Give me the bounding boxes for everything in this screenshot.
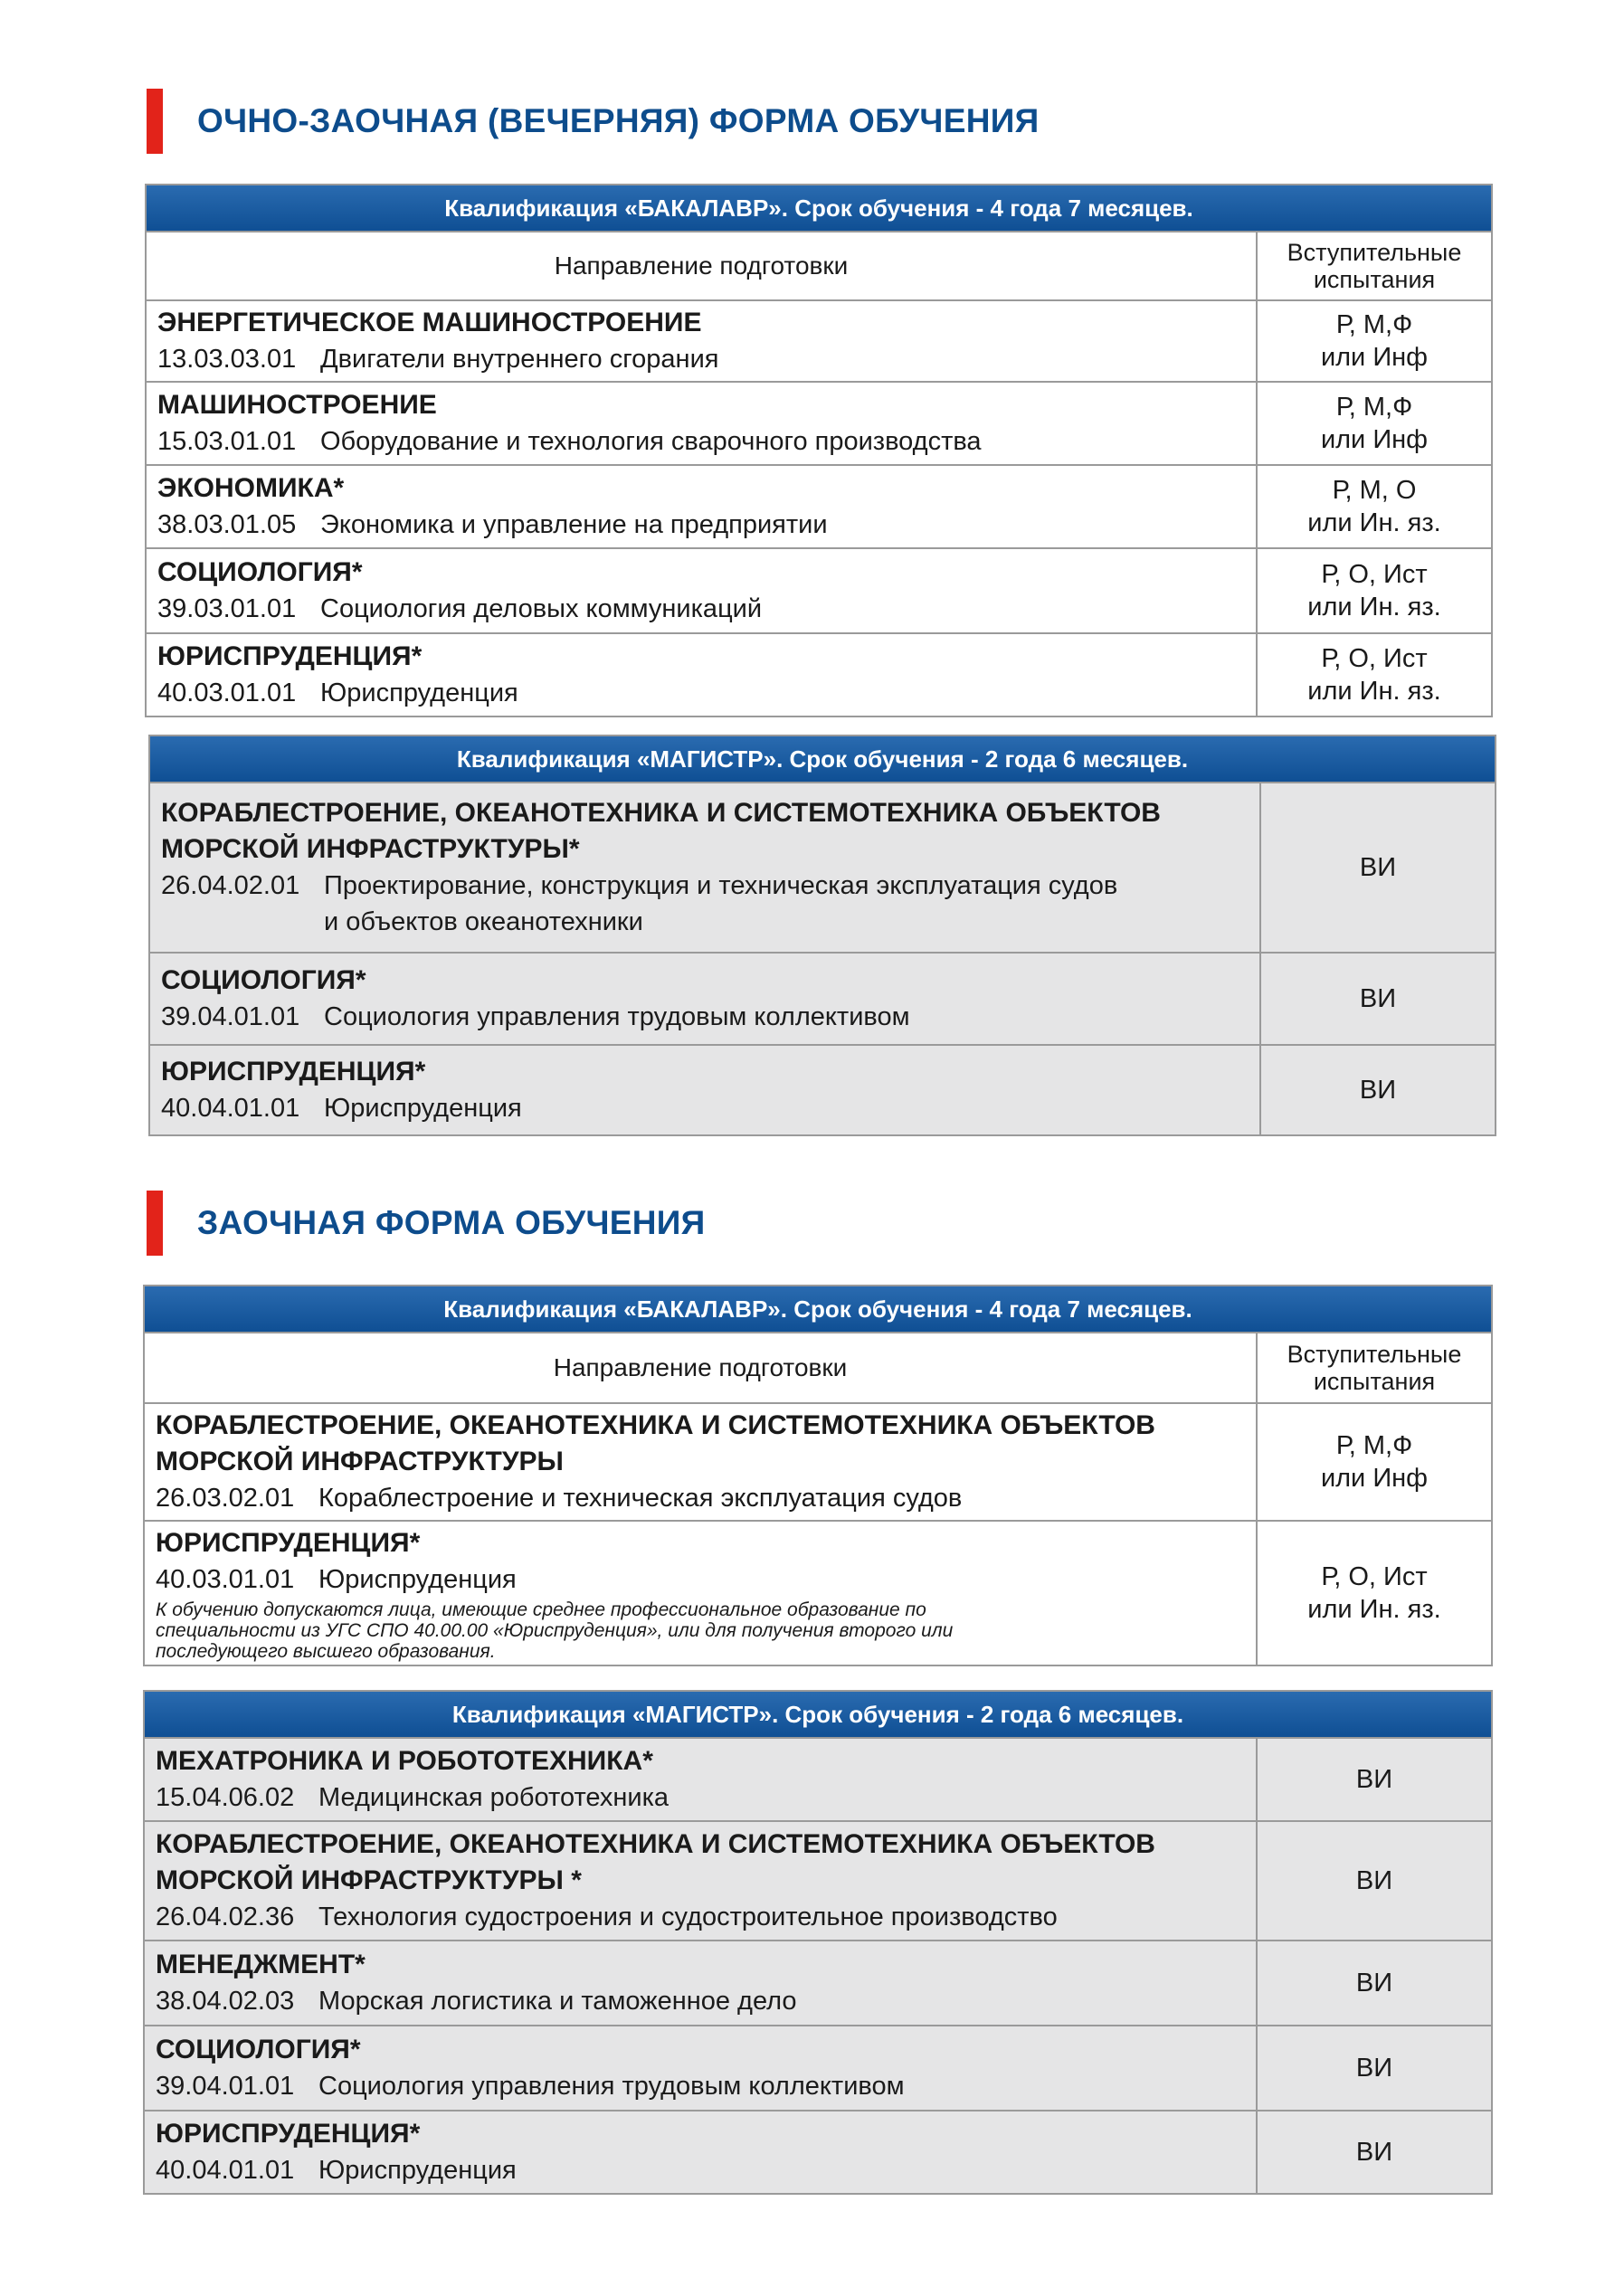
- bachelor-table: [143, 1285, 1493, 1666]
- exams-cell: Р, М,Ф или Инф: [1256, 383, 1491, 464]
- table-caption: Квалификация «МАГИСТР». Срок обучения - 2 года 6 месяцев.: [150, 736, 1495, 783]
- direction-title-cont: МОРСКОЙ ИНФРАСТРУКТУРЫ*: [161, 834, 580, 864]
- program-name: Юриспруденция: [318, 2156, 517, 2185]
- admission-note: К обучению допускаются лица, имеющие среднее профессиональное образование по специальности из УГС СПО 40.00.00 «Юриспруденция», или для получения второго или последующего высшего образования.: [156, 1599, 954, 1662]
- direction-title: МЕХАТРОНИКА И РОБОТОТЕХНИКА*: [156, 1746, 653, 1776]
- direction-title: КОРАБЛЕСТРОЕНИЕ, ОКЕАНОТЕХНИКА И СИСТЕМОТЕХНИКА ОБЪЕКТОВ: [161, 798, 1161, 828]
- exams-cell: Р, О, Ист или Ин. яз.: [1256, 634, 1491, 716]
- table-row: [147, 547, 1491, 632]
- exams-cell: ВИ: [1256, 1822, 1491, 1940]
- direction-title: МЕНЕДЖМЕНТ*: [156, 1950, 366, 1979]
- program-code: 26.04.02.01: [161, 871, 300, 900]
- direction-title: СОЦИОЛОГИЯ*: [156, 2035, 361, 2064]
- direction-title: КОРАБЛЕСТРОЕНИЕ, ОКЕАНОТЕХНИКА И СИСТЕМОТЕХНИКА ОБЪЕКТОВ: [156, 1410, 1155, 1440]
- section-title: [147, 1191, 706, 1256]
- exams-cell: ВИ: [1259, 954, 1495, 1044]
- program-code: 40.03.01.01: [156, 1564, 295, 1594]
- direction-title: СОЦИОЛОГИЯ*: [161, 965, 366, 995]
- exams-cell: ВИ: [1256, 1739, 1491, 1820]
- exams-cell: ВИ: [1256, 2111, 1491, 2193]
- direction-title: МАШИНОСТРОЕНИЕ: [157, 390, 437, 420]
- direction-title: ЮРИСПРУДЕНЦИЯ*: [156, 1527, 421, 1558]
- program-code: 26.03.02.01: [156, 1484, 295, 1513]
- program-name: Кораблестроение и техническая эксплуатация судов: [318, 1484, 963, 1513]
- exams-cell: ВИ: [1256, 2026, 1491, 2110]
- table-row: [145, 2025, 1491, 2110]
- program-name: Оборудование и технология сварочного производства: [320, 427, 982, 456]
- exams-cell: ВИ: [1256, 1941, 1491, 2025]
- direction-title: ЮРИСПРУДЕНЦИЯ*: [156, 2119, 421, 2149]
- program-name: Социология управления трудовым коллективом: [324, 1002, 910, 1031]
- exams-cell: Р, О, Ист или Ин. яз.: [1256, 549, 1491, 632]
- program-code: 40.03.01.01: [157, 679, 297, 707]
- table-row: [147, 464, 1491, 547]
- direction-title: ЭНЕРГЕТИЧЕСКОЕ МАШИНОСТРОЕНИЕ: [157, 308, 702, 337]
- table-row: [145, 2110, 1491, 2193]
- table-row: [145, 1402, 1491, 1520]
- exams-cell: Р, М,Ф или Инф: [1256, 1404, 1491, 1520]
- table-row: [147, 299, 1491, 381]
- program-name: Проектирование, конструкция и техническая эксплуатация судов: [324, 871, 1118, 900]
- exams-cell: Р, М, О или Ин. яз.: [1256, 466, 1491, 547]
- program-code: 40.04.01.01: [161, 1094, 300, 1123]
- section-title-text: ЗАОЧНАЯ ФОРМА ОБУЧЕНИЯ: [197, 1204, 706, 1241]
- program-name: Юриспруденция: [318, 1564, 517, 1594]
- program-code: 40.04.01.01: [156, 2156, 295, 2185]
- direction-title: КОРАБЛЕСТРОЕНИЕ, ОКЕАНОТЕХНИКА И СИСТЕМОТЕХНИКА ОБЪЕКТОВ: [156, 1829, 1155, 1859]
- program-code: 39.03.01.01: [157, 594, 297, 623]
- program-name: Социология деловых коммуникаций: [320, 594, 763, 623]
- red-accent-bar: [147, 1191, 163, 1256]
- exams-cell: ВИ: [1259, 1046, 1495, 1134]
- program-name: Социология управления трудовым коллективом: [318, 2072, 905, 2101]
- program-name: Экономика и управление на предприятии: [320, 510, 828, 539]
- program-code: 13.03.03.01: [157, 345, 297, 374]
- direction-title: ЮРИСПРУДЕНЦИЯ*: [161, 1057, 426, 1087]
- table-row: [145, 1520, 1491, 1665]
- table-caption: Квалификация «БАКАЛАВР». Срок обучения - 4 года 7 месяцев.: [145, 1286, 1491, 1333]
- table-row: [150, 783, 1495, 952]
- program-code: 38.04.02.03: [156, 1987, 295, 2016]
- direction-title: ЮРИСПРУДЕНЦИЯ*: [157, 641, 423, 671]
- program-code: 39.04.01.01: [161, 1002, 300, 1031]
- exams-cell: ВИ: [1259, 783, 1495, 952]
- program-name: Юриспруденция: [324, 1094, 522, 1123]
- table-header-row: [145, 1333, 1491, 1402]
- table-row: [145, 1739, 1491, 1820]
- exams-cell: Р, О, Ист или Ин. яз.: [1256, 1522, 1491, 1665]
- program-name: Двигатели внутреннего сгорания: [320, 345, 719, 374]
- section-title-text: ОЧНО-ЗАОЧНАЯ (ВЕЧЕРНЯЯ) ФОРМА ОБУЧЕНИЯ: [197, 102, 1040, 139]
- table-caption: Квалификация «БАКАЛАВР». Срок обучения - 4 года 7 месяцев.: [147, 185, 1491, 232]
- table-row: [145, 1940, 1491, 2025]
- direction-title: СОЦИОЛОГИЯ*: [157, 557, 363, 587]
- program-name-cont: и объектов океанотехники: [324, 907, 643, 936]
- table-row: [147, 632, 1491, 716]
- table-row: [150, 1044, 1495, 1134]
- program-code: 39.04.01.01: [156, 2072, 295, 2101]
- table-row: [150, 952, 1495, 1044]
- exams-cell: Р, М,Ф или Инф: [1256, 301, 1491, 381]
- program-name: Юриспруденция: [320, 679, 518, 707]
- program-name: Морская логистика и таможенное дело: [318, 1987, 797, 2016]
- table-row: [147, 381, 1491, 464]
- program-code: 26.04.02.36: [156, 1903, 295, 1931]
- bachelor-table: [145, 184, 1493, 717]
- table-row: [145, 1820, 1491, 1940]
- program-code: 38.03.01.05: [157, 510, 297, 539]
- program-code: 15.04.06.02: [156, 1783, 295, 1812]
- red-accent-bar: [147, 89, 163, 154]
- program-name: Медицинская робототехника: [318, 1783, 670, 1812]
- master-table: [143, 1690, 1493, 2195]
- table-header-row: [147, 232, 1491, 299]
- program-code: 15.03.01.01: [157, 427, 297, 456]
- master-table: [148, 735, 1496, 1136]
- program-name: Технология судостроения и судостроительное производство: [318, 1903, 1058, 1931]
- direction-title-cont: МОРСКОЙ ИНФРАСТРУКТУРЫ *: [156, 1865, 582, 1895]
- section-title: [147, 89, 1040, 154]
- header-direction: Направление подготовки: [554, 251, 849, 280]
- direction-title: ЭКОНОМИКА*: [157, 473, 345, 503]
- header-exams: Вступительные испытания: [1256, 232, 1491, 299]
- header-direction: Направление подготовки: [553, 1353, 848, 1381]
- header-exams: Вступительные испытания: [1256, 1333, 1491, 1402]
- table-caption: Квалификация «МАГИСТР». Срок обучения - 2 года 6 месяцев.: [145, 1692, 1491, 1739]
- direction-title-cont: МОРСКОЙ ИНФРАСТРУКТУРЫ: [156, 1447, 564, 1476]
